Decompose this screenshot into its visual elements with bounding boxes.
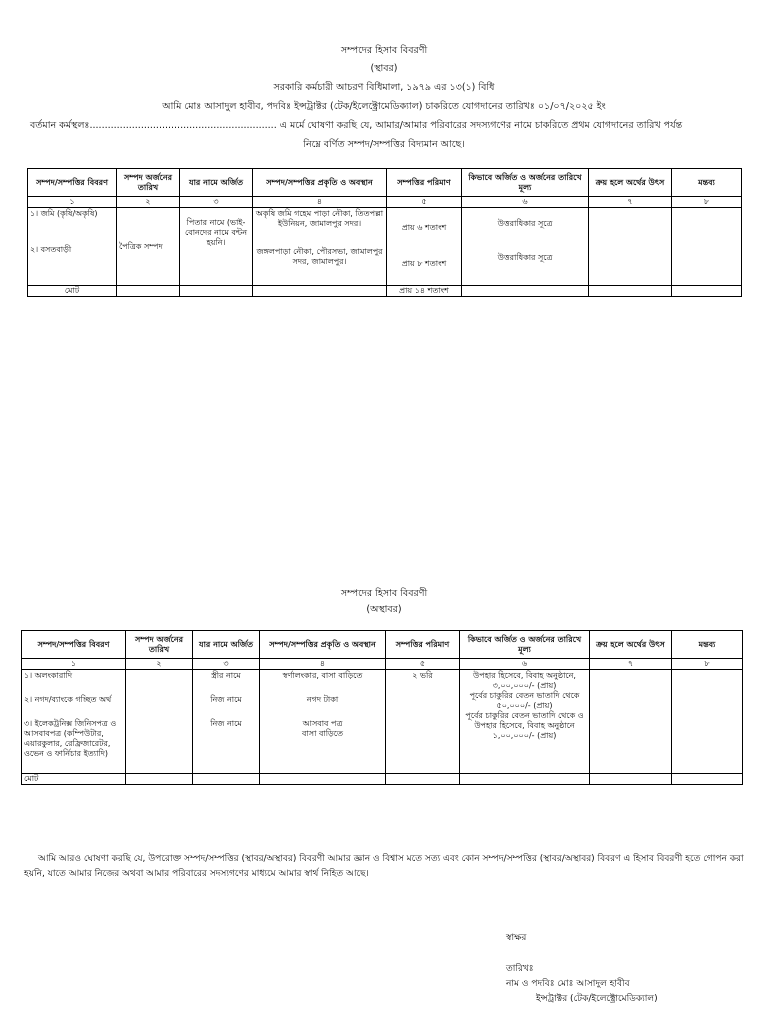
table-row <box>22 670 743 774</box>
col-number: ৭ <box>590 659 672 670</box>
how-1b: ৩,০০,০০০/- (প্রায়) <box>492 681 557 690</box>
source-cell <box>589 208 672 286</box>
designation: ইন্সট্রাক্টর (টেক/ইলেক্ট্রোমেডিক্যাল) <box>536 994 658 1004</box>
col-number: ১ <box>22 659 126 670</box>
nature-1: স্বর্ণালংকার, বাসা বাড়িতে <box>282 671 363 680</box>
header-remarks: মন্তব্য <box>672 631 743 659</box>
total-label: মোট <box>22 774 126 785</box>
nature-3b: বাসা বাড়িতে <box>302 729 343 738</box>
movable-assets-table <box>21 630 743 785</box>
section2-subtitle: (অস্থাবর) <box>366 604 402 615</box>
header-remarks: মন্তব্য <box>672 169 742 197</box>
how-2b: ৫০,০০০/- (প্রায়) <box>496 701 553 710</box>
quantity-2: প্রায় ৮ শতাংশ <box>401 259 447 268</box>
signature-label: স্বাক্ষর <box>506 933 527 943</box>
header-how-acquired: কিভাবে অর্জিত ও অর্জনের তারিখে মূল্য <box>462 169 589 197</box>
nature-1: অকৃষি জমি গহেম পাড়া নৌকা, তিতপল্লা ইউনিয়ন, জামালপুর সদর। <box>255 209 384 228</box>
source-cell <box>590 670 672 774</box>
header-quantity: সম্পত্তির পরিমাণ <box>387 169 462 197</box>
col-number: ৩ <box>193 659 260 670</box>
owner: পিতার নামে (ভাই-বোনদের নামে বন্টন হয়নি। <box>185 218 247 247</box>
item-jewelry: ১। অলংকারাদি <box>24 671 73 680</box>
document-title: সম্পদের হিসাব বিবরণী <box>340 45 428 56</box>
how-acquired-2: উত্তরাধিকার সূত্রে <box>497 253 553 262</box>
header-source: ক্রয় হলে অর্থের উৎস <box>590 631 672 659</box>
col-number: ২ <box>126 659 193 670</box>
header-nature: সম্পদ/সম্পত্তির প্রকৃতি ও অবস্থান <box>253 169 387 197</box>
nature-3a: আসবাব পত্র <box>302 719 343 728</box>
remarks-cell <box>672 208 742 286</box>
total-label: মোট <box>28 286 117 297</box>
item-electronics: ৩। ইলেকট্রনিক্স জিনিসপত্র ও আসবাবপত্র (কম্পিউটার, এয়ারকুলার, রেফ্রিজারেটর, ওভেন ও ফার্নিচার ইত্যাদি) <box>24 719 117 758</box>
quantity-1: ২ ভরি <box>412 671 433 680</box>
table-row <box>28 208 742 286</box>
header-nature: সম্পদ/সম্পত্তির প্রকৃতি ও অবস্থান <box>260 631 386 659</box>
col-number: ১ <box>28 197 117 208</box>
header-description: সম্পদ/সম্পত্তির বিবরণ <box>22 631 126 659</box>
header-description: সম্পদ/সম্পত্তির বিবরণ <box>28 169 117 197</box>
col-number: ৪ <box>253 197 387 208</box>
col-number: ৬ <box>462 197 589 208</box>
col-number: ৩ <box>180 197 253 208</box>
date-label: তারিখঃ <box>506 964 534 974</box>
how-1a: উপহার হিসেবে, বিবাহ অনুষ্ঠানে, <box>473 671 576 680</box>
col-number: ৪ <box>260 659 386 670</box>
name-designation: নাম ও পদবিঃ মোঃ আসাদুল হাবীব <box>506 979 630 989</box>
item-cash: ২। নগদ/ব্যাংকে গচ্ছিত অর্থ <box>24 695 112 704</box>
col-number: ৮ <box>672 197 742 208</box>
header-acquire-date: সম্পদ অর্জনের তারিখ <box>126 631 193 659</box>
header-acquire-date: সম্পদ অর্জনের তারিখ <box>117 169 180 197</box>
how-3a: পূর্বের চাকুরির বেতন ভাতাদি থেকে ও উপহার হিসেবে, বিবাহ অনুষ্ঠানে <box>465 711 584 730</box>
how-3b: ১,০০,০০০/- (প্রায়) <box>492 731 557 740</box>
declaration-paragraph: আমি আরও ঘোষণা করছি যে, উপরোক্ত সম্পদ/সম্পত্তির (স্থাবর/অস্থাবর) বিবরণী আমার জ্ঞান ও বিশ্বাস মতে সত্য এবং কোন সম্পদ/সম্পত্তির (স্থাবর/অস্থাবর) বিবরণ এ হিসাব বিবরণী হতে গোপন করা হয়নি, যাতে আমার নিজের অথবা আমার পরিবারের সদস্যগণের মাধ্যমে আমার স্বার্থ নিহিত আছে। <box>24 854 744 879</box>
workplace-line: বর্তমান কর্মস্থলঃ.............................................................. এ মর্মে ঘোষণা করছি যে, আমার/আমার পরিবারের সদস্যগণের নামে চাকরিতে প্রথম যোগদানের তারিখ পর্যন্ত <box>30 120 683 131</box>
owner-3: নিজ নামে <box>210 719 242 728</box>
owner-2: নিজ নামে <box>210 695 242 704</box>
document-subtitle: (স্থাবর) <box>370 63 398 74</box>
col-number: ২ <box>117 197 180 208</box>
immovable-assets-table <box>27 168 742 297</box>
total-row <box>22 774 743 785</box>
total-value: প্রায় ১৪ শতাংশ <box>387 286 462 297</box>
workplace-line-2: নিম্নে বর্ণিত সম্পদ/সম্পত্তির বিদ্যমান আছে। <box>303 139 465 150</box>
header-how-acquired: কিভাবে অর্জিত ও অর্জনের তারিখে মূল্য <box>460 631 590 659</box>
col-number: ৬ <box>460 659 590 670</box>
quantity-1: প্রায় ৬ শতাংশ <box>401 223 447 232</box>
item-land: ১। জমি (কৃষি/অকৃষি) <box>30 209 98 218</box>
rule-reference: সরকারি কর্মচারী আচরণ বিধিমালা, ১৯৭৯ এর ১৩(১) বিধি <box>273 82 495 93</box>
item-homestead: ২। বসতবাড়ী <box>30 245 72 254</box>
col-number: ৫ <box>387 197 462 208</box>
col-number: ৭ <box>589 197 672 208</box>
header-quantity: সম্পত্তির পরিমাণ <box>386 631 460 659</box>
total-row <box>28 286 742 297</box>
owner-1: স্ত্রীর নামে <box>211 671 241 680</box>
acquire-date-cell <box>126 670 193 774</box>
remarks-cell <box>672 670 743 774</box>
header-owner: যার নামে অর্জিত <box>180 169 253 197</box>
col-number: ৮ <box>672 659 743 670</box>
header-owner: যার নামে অর্জিত <box>193 631 260 659</box>
nature-2: নগদ টাকা <box>306 695 339 704</box>
header-source: ক্রয় হলে অর্থের উৎস <box>589 169 672 197</box>
col-number: ৫ <box>386 659 460 670</box>
acquire-date: পৈত্রিক সম্পদ <box>119 241 163 251</box>
how-acquired-1: উত্তরাধিকার সূত্রে <box>497 219 553 228</box>
how-2a: পূর্বের চাকুরির বেতন ভাতাদি থেকে <box>469 691 580 700</box>
section2-title: সম্পদের হিসাব বিবরণী <box>340 588 428 599</box>
nature-2: জঙ্গলপাড়া নৌকা, পৌরসভা, জামালপুর সদর, জামালপুর। <box>256 247 383 266</box>
declaration-line: আমি মোঃ আসাদুল হাবীব, পদবিঃ ইন্সট্রাক্টর (টেক/ইলেক্ট্রোমেডিক্যাল) চাকরিতে যোগদানের তারিখঃ ০১/০৭/২০২৫ ইং <box>162 101 606 112</box>
